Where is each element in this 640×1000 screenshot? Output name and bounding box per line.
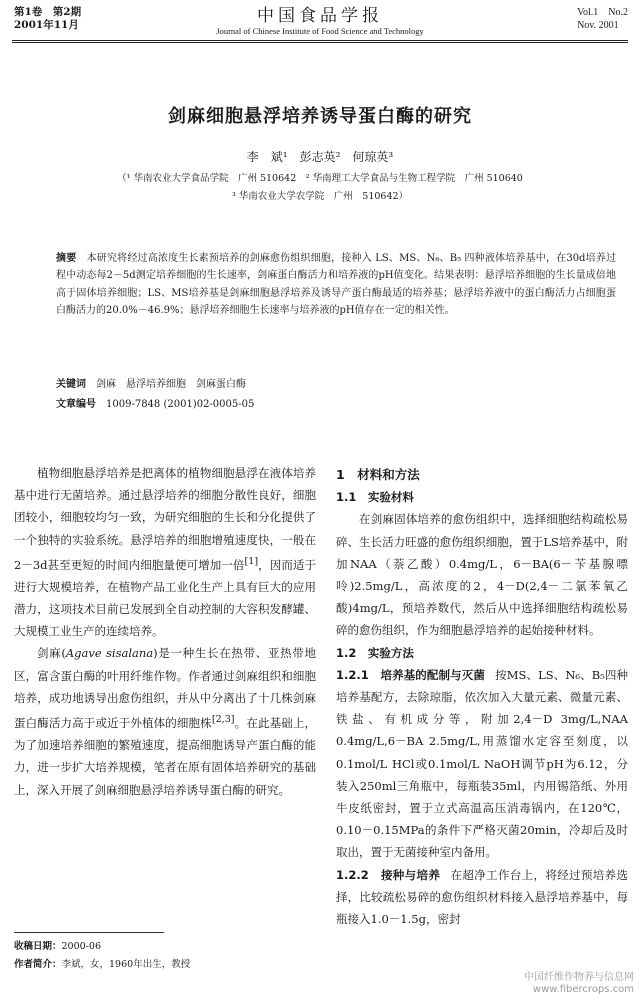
header-rule	[12, 40, 628, 41]
footnote-rule	[14, 932, 164, 933]
keywords	[56, 378, 616, 392]
site-watermark	[524, 972, 634, 996]
intro-paragraph-1	[14, 462, 316, 642]
author-bio-label: 作者简介：	[14, 959, 62, 970]
section-1-2-2-heading: 1.2.2 接种与培养	[336, 867, 441, 882]
body-left-column	[14, 462, 316, 801]
running-header-left	[14, 6, 81, 32]
inoculation-paragraph	[336, 864, 628, 931]
abstract	[56, 250, 616, 319]
header-rule-thin	[12, 42, 628, 43]
received-date: 2000-06	[61, 941, 101, 952]
intro-p2-end: 。在此基础上，为了加速培养细胞的繁殖速度，提高细胞诱导产蛋白酶的能力，进一步扩大培养规模，笔者在原有固体培养研究的基础上，深入开展了剑麻细胞悬浮培养诱导蛋白酶的研究。	[14, 715, 317, 797]
journal-name-cn: 中国食品学报	[257, 6, 383, 26]
paper-title: 剑麻细胞悬浮培养诱导蛋白酶的研究	[168, 106, 472, 127]
author-list: 李 斌¹ 彭志英² 何琼英³	[246, 150, 394, 164]
section-1-1-heading: 1.1 实验材料	[336, 490, 414, 505]
footnote-received	[14, 940, 316, 953]
body-right-column	[336, 464, 628, 930]
volume-issue-cn: 第1卷 第2期	[14, 6, 82, 18]
journal-name-en: Journal of Chinese Institute of Food Science and Technology	[216, 26, 424, 36]
intro-p2-mid: )是一种生长在热带、亚热带地区，富含蛋白酶的叶用纤维作物。作者通过剑麻组织和细胞培养，成功地诱导出愈伤组织，并从中分离出了十几株剑麻蛋白酶活力高于或近于外植体的细胞株	[14, 646, 316, 730]
article-number-text: 1009-7848 (2001)02-0005-05	[106, 399, 255, 410]
article-number	[56, 398, 616, 412]
author-bio: 李斌，女，1960年出生，教授	[61, 959, 191, 970]
received-label: 收稿日期：	[14, 941, 62, 952]
intro-p1-end: ，因而适于进行大规模培养，在植物产品工业化生产上具有巨大的应用潜力，这项技术目前已发展到全自动控制的大容积发酵罐、大规模工业生产的连续培养。	[14, 557, 316, 639]
citation-1: [1]	[244, 555, 259, 567]
medium-prep-text: 按MS、LS、N₆、B₅四种培养基配方，去除琼脂，依次加入大量元素、微量元素、铁盐、有机成分等，附加2,4－D 3mg/L,NAA 0.4mg/L,6－BA 2.5mg/L,用蒸馏水定容至刻度，以0.1mol/L HCl或0.1mol/L NaOH调节pH为6.12，分装入250ml三角瓶中，每瓶装35ml，内用锡箔纸、外用牛皮纸密封，置于立式高温高压消毒锅内，在120℃，0.10－0.15MPa的条件下严格灭菌20min，冷却后及时取出，置于无菌接种室内备用。	[336, 667, 629, 860]
inoculation-text: 在超净工作台上，将经过预培养选择，比较疏松易碎的愈伤组织材料接入悬浮培养基中，每瓶接入1.0－1.5g，密封	[336, 867, 629, 927]
issue-date-cn: 2001年11月	[14, 19, 79, 31]
materials-paragraph: 在剑麻固体培养的愈伤组织中，选择细胞结构疏松易碎、生长活力旺盛的愈伤组织细胞，置于LS培养基中，附加NAA（萘乙酸）0.4mg/L，6－BA(6－苄基腺嘌呤)2.5mg/L，高浓度的2，4－D(2,4－二氯苯氧乙酸)4mg/L，预培养数代，然后从中选择细胞结构疏松易碎的愈伤组织，作为细胞悬浮培养的起始接种材料。	[336, 512, 628, 638]
running-header-center	[150, 6, 490, 37]
intro-p2-start: 剑麻(	[37, 646, 66, 661]
medium-prep-paragraph	[336, 664, 628, 864]
section-1-heading: 1 材料和方法	[336, 467, 420, 482]
article-number-label: 文章编号	[56, 399, 96, 410]
citation-2-3: [2,3]	[211, 714, 235, 726]
intro-paragraph-2	[14, 642, 316, 800]
section-1-2-1-heading: 1.2.1 培养基的配制与灭菌	[336, 667, 485, 682]
keywords-label: 关键词	[56, 379, 86, 390]
footnote-author	[14, 958, 316, 971]
volume-issue-en: Vol.1 No.2	[577, 7, 628, 18]
watermark-line-2: www.fibercrops.com	[532, 984, 634, 995]
intro-p1-text: 植物细胞悬浮培养是把离体的植物细胞悬浮在液体培养基中进行无菌培养。通过悬浮培养的细胞分散性良好，细胞团较小，细胞较均匀一致，为研究细胞的生长和分化提供了一个独特的实验系统。悬浮培养的细胞增殖速度快，一般在2－3d甚至更短的时间内细胞量便可增加一倍	[14, 466, 316, 572]
abstract-label: 摘要	[56, 253, 77, 264]
affiliation-line-2: ³ 华南农业大学农学院 广州 510642）	[231, 191, 409, 202]
affiliation-line-1: （¹ 华南农业大学食品学院 广州 510642 ² 华南理工大学食品与生物工程学院 广州 510640	[117, 173, 523, 184]
watermark-line-1: 中国纤维作物养与信息网	[524, 972, 634, 983]
abstract-text: 本研究将经过高浓度生长素预培养的剑麻愈伤组织细胞，接种入 LS、MS、N₆、B₅ 四种液体培养基中，在30d培养过程中动态每2－5d测定培养细胞的生长速率，剑麻蛋白酶活力和培养液的pH值变化。结果表明：悬浮培养细胞的生长量成倍地高于固体培养细胞；LS、MS培养基是剑麻细胞悬浮培养及诱导产蛋白酶最适的培养基；悬浮培养液中的蛋白酶活力占细胞蛋白酶活力的20.0%－46.9%；悬浮培养细胞生长速率与培养液的pH值存在一定的相关性。	[56, 253, 617, 316]
latin-name: Agave sisalana	[65, 646, 154, 661]
section-1-2-heading: 1.2 实验方法	[336, 645, 414, 660]
keywords-text: 剑麻 悬浮培养细胞 剑麻蛋白酶	[96, 379, 246, 390]
issue-date-en: Nov. 2001	[577, 20, 619, 31]
running-header-right	[577, 6, 628, 32]
